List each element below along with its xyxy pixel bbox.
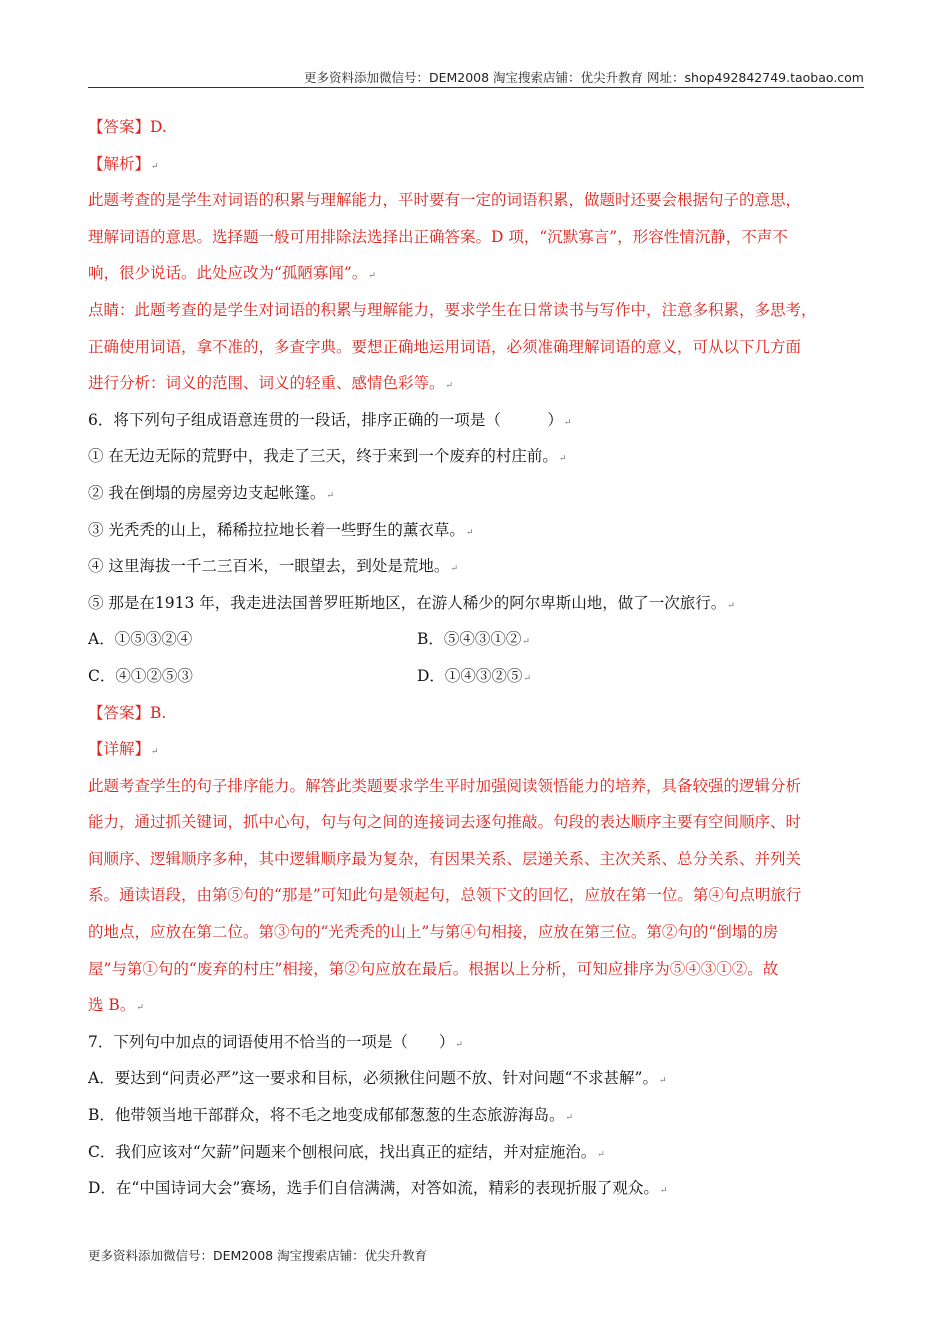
analysis-line: 理解词语的意思。选择题一般可用排除法选择出正确答案。D 项，“沉默寡言”，形容性情沉静，不声不 xyxy=(88,227,788,246)
question-7-option-d: D．在“中国诗词大会”赛场，选手们自信满满，对答如流，精彩的表现折服了观众。↵ xyxy=(88,1179,668,1198)
emphasis-char: 底 xyxy=(348,1142,364,1161)
dotted-phrase xyxy=(572,1069,634,1087)
emphasis-char: 甚 xyxy=(603,1069,620,1088)
option-c: C．④①②⑤③ xyxy=(88,666,193,685)
question-6-sentence: ④ 这里海拔一千二三百米，一眼望去，到处是荒地。↵ xyxy=(88,557,458,576)
question-7-option-b: B．他带领当地干部群众，将不毛之地变成郁郁葱葱的生态旅游海岛。↵ xyxy=(88,1106,574,1125)
detail-line: 此题考查学生的句子排序能力。解答此类题要求学生平时加强阅读领悟能力的培养，具备较强的逻辑分析 xyxy=(88,776,802,795)
emphasis-char: 问 xyxy=(332,1142,349,1161)
question-7-option-a: A．要达到“问责必严”这一要求和目标，必须揪住问题不放、针对问题“不求甚解”。↵ xyxy=(88,1069,667,1088)
question-6-options-row xyxy=(88,621,868,658)
emphasis-char: 不 xyxy=(285,1106,301,1125)
tip-line: 进行分析：词义的范围、词义的轻重、感情色彩等。↵ xyxy=(88,374,454,393)
question-7-stem: 7．下列句中加点的词语使用不恰当的一项是（ ）↵ xyxy=(88,1032,463,1051)
emphasis-char: 毛 xyxy=(300,1106,317,1125)
emphasis-char: 根 xyxy=(317,1142,333,1161)
emphasis-char: 刨 xyxy=(301,1142,318,1161)
dotted-phrase xyxy=(302,1143,364,1161)
emphasis-char: 答 xyxy=(426,1179,442,1198)
emphasis-char: 解 xyxy=(619,1069,635,1088)
page-footer: 更多资料添加微信号：DEM2008 淘宝搜索店铺：优尖升教育 xyxy=(88,1248,428,1263)
question-6-sentence: ① 在无边无际的荒野中，我走了三天，终于来到一个废弃的村庄前。↵ xyxy=(88,447,567,466)
analysis-line: 响，很少说话。此处应改为“孤陋寡闻”。↵ xyxy=(88,264,376,283)
emphasis-char: 求 xyxy=(587,1069,604,1088)
option-d: D．①④③②⑤↵ xyxy=(417,666,531,685)
question-7-option-c: C．我们应该对“欠薪”问题来个刨根问底，找出真正的症结，并对症施治。↵ xyxy=(88,1142,605,1161)
detail-line: 能力，通过抓关键词，抓中心句，句与句之间的连接词去逐句推敲。句段的表达顺序主要有空间顺序、时 xyxy=(88,813,802,832)
answer-label-q5: 【答案】D. xyxy=(88,118,167,136)
detail-line: 系。通读语段，由第⑤句的“那是”可知此句是领起句，总领下文的回忆，应放在第一位。第④句点明旅行 xyxy=(88,886,802,905)
analysis-label: 【解析】↵ xyxy=(88,154,159,173)
page-content xyxy=(88,109,868,1207)
option-a: A．①⑤③②④ xyxy=(88,630,193,649)
question-6-sentence: ⑤ 那是在1913 年，我走进法国普罗旺斯地区，在游人稀少的阿尔卑斯山地，做了一次旅行。↵ xyxy=(88,593,735,612)
emphasis-char: 地 xyxy=(331,1106,348,1125)
question-6-sentence: ② 我在倒塌的房屋旁边支起帐篷。↵ xyxy=(88,483,334,502)
tip-line: 点睛：此题考查的是学生对词语的积累与理解能力，要求学生在日常读书与写作中，注意多积累，多思考， xyxy=(88,300,817,319)
question-6-sentence: ③ 光秃秃的山上，稀稀拉拉地长着一些野生的薰衣草。↵ xyxy=(88,520,474,539)
emphasis-char: 之 xyxy=(316,1106,332,1125)
option-b: B．⑤④③①②↵ xyxy=(417,630,530,649)
dotted-phrase xyxy=(411,1179,473,1197)
detail-line: 选 B。↵ xyxy=(88,996,144,1015)
header-rule xyxy=(88,87,864,88)
emphasis-char: 不 xyxy=(572,1069,588,1088)
detail-line: 的地点，应放在第二位。第③句的“光秃秃的山上”与第④句相接，应放在第三位。第②句的“倒塌的房 xyxy=(88,923,779,942)
emphasis-char: 对 xyxy=(410,1179,427,1198)
detail-label: 【详解】↵ xyxy=(88,740,159,759)
question-6-options-row xyxy=(88,658,868,695)
page-header: 更多资料添加微信号：DEM2008 淘宝搜索店铺：优尖升教育 网址：shop492842749.taobao.com xyxy=(303,70,864,85)
emphasis-char: 如 xyxy=(441,1179,458,1198)
question-6-stem: 6．将下列句子组成语意连贯的一段话，排序正确的一项是（ ）↵ xyxy=(88,410,572,429)
detail-line: 间顺序、逻辑顺序多种，其中逻辑顺序最为复杂，有因果关系、层递关系、主次关系、总分关系、并列关 xyxy=(88,849,802,868)
answer-label-q6: 【答案】B. xyxy=(88,703,167,722)
dotted-phrase xyxy=(285,1106,347,1124)
emphasis-char: 流 xyxy=(457,1179,473,1198)
tip-line: 正确使用词语，拿不准的，多查字典。要想正确地运用词语，必须准确理解词语的意义，可从以下几方面 xyxy=(88,337,802,356)
analysis-line: 此题考查的是学生对词语的积累与理解能力，平时要有一定的词语积累，做题时还要会根据句子的意思， xyxy=(88,191,802,210)
detail-line: 屋”与第①句的“废弃的村庄”相接，第②句应放在最后。根据以上分析，可知应排序为⑤④③①②。故 xyxy=(88,959,779,978)
